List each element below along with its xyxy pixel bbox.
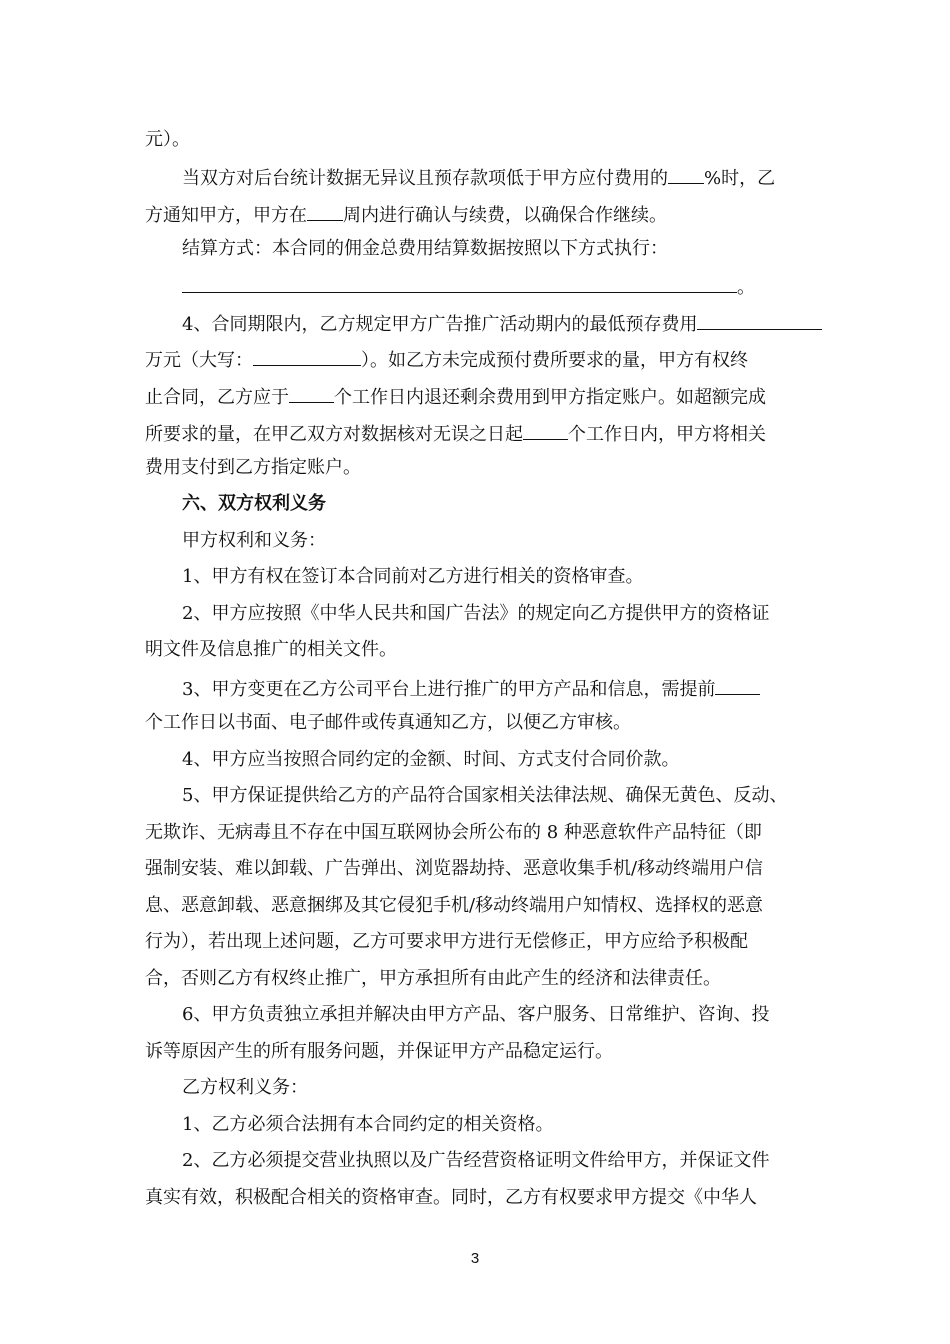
blank-underline	[668, 164, 704, 184]
text-line: 所要求的量，在甲乙双方对数据核对无误之日起 个工作日内，甲方将相关	[145, 420, 825, 446]
text-line: 诉等原因产生的所有服务问题，并保证甲方产品稳定运行。	[145, 1041, 613, 1062]
page-number: 3	[470, 1250, 480, 1267]
text-line: 行为），若出现上述问题，乙方可要求甲方进行无偿修正，甲方应给予积极配	[145, 931, 748, 952]
text-line: 合，否则乙方有权终止推广，甲方承担所有由此产生的经济和法律责任。	[145, 968, 721, 989]
blank-underline	[307, 201, 343, 221]
blank-underline	[182, 273, 737, 293]
text-line: 2、乙方必须提交营业执照以及广告经营资格证明文件给甲方，并保证文件	[182, 1150, 770, 1171]
text-line: 5、甲方保证提供给乙方的产品符合国家相关法律法规、确保无黄色、反动、	[182, 785, 788, 806]
text-line: 甲方权利和义务：	[182, 530, 326, 551]
text-line: 1、乙方必须合法拥有本合同约定的相关资格。	[182, 1114, 554, 1135]
text-line: 个工作日以书面、电子邮件或传真通知乙方，以便乙方审核。	[145, 712, 631, 733]
text-line: 2、甲方应按照《中华人民共和国广告法》的规定向乙方提供甲方的资格证	[182, 603, 770, 624]
text-line: 费用支付到乙方指定账户。	[145, 457, 361, 478]
text-line: 。	[182, 273, 862, 299]
blank-underline	[523, 420, 568, 440]
text-line: 真实有效，积极配合相关的资格审查。同时，乙方有权要求甲方提交《中华人	[145, 1187, 757, 1208]
text-line: 6、甲方负责独立承担并解决由甲方产品、客户服务、日常维护、咨询、投	[182, 1004, 770, 1025]
blank-underline	[715, 675, 760, 695]
text-line: 4、甲方应当按照合同约定的金额、时间、方式支付合同价款。	[182, 749, 680, 770]
blank-underline	[253, 346, 361, 366]
text-line: 万元（大写： ）。如乙方未完成预付费所要求的量，甲方有权终	[145, 346, 825, 372]
text-line: 方通知甲方，甲方在 周内进行确认与续费，以确保合作继续。	[145, 201, 825, 227]
blank-underline	[289, 383, 334, 403]
text-line: 乙方权利义务：	[182, 1077, 308, 1098]
text-line: 强制安装、难以卸载、广告弹出、浏览器劫持、恶意收集手机/移动终端用户信	[145, 858, 764, 879]
text-line: 息、恶意卸载、恶意捆绑及其它侵犯手机/移动终端用户知情权、选择权的恶意	[145, 895, 764, 916]
section-heading: 六、双方权利义务	[182, 493, 326, 514]
text-line: 当双方对后台统计数据无异议且预存款项低于甲方应付费用的 %时，乙	[182, 164, 862, 190]
text-line: 3、甲方变更在乙方公司平台上进行推广的甲方产品和信息，需提前	[182, 675, 862, 701]
text-line: 明文件及信息推广的相关文件。	[145, 639, 397, 660]
text-line: 无欺诈、无病毒且不存在中国互联网协会所公布的 8 种恶意软件产品特征（即	[145, 822, 762, 843]
text-line: 1、甲方有权在签订本合同前对乙方进行相关的资格审查。	[182, 566, 644, 587]
text-line: 止合同，乙方应于 个工作日内退还剩余费用到甲方指定账户。如超额完成	[145, 383, 825, 409]
text-line: 结算方式：本合同的佣金总费用结算数据按照以下方式执行：	[182, 238, 668, 259]
blank-underline	[697, 310, 822, 330]
text-line: 元）。	[145, 129, 190, 150]
text-line: 4、合同期限内，乙方规定甲方广告推广活动期内的最低预存费用	[182, 310, 862, 336]
